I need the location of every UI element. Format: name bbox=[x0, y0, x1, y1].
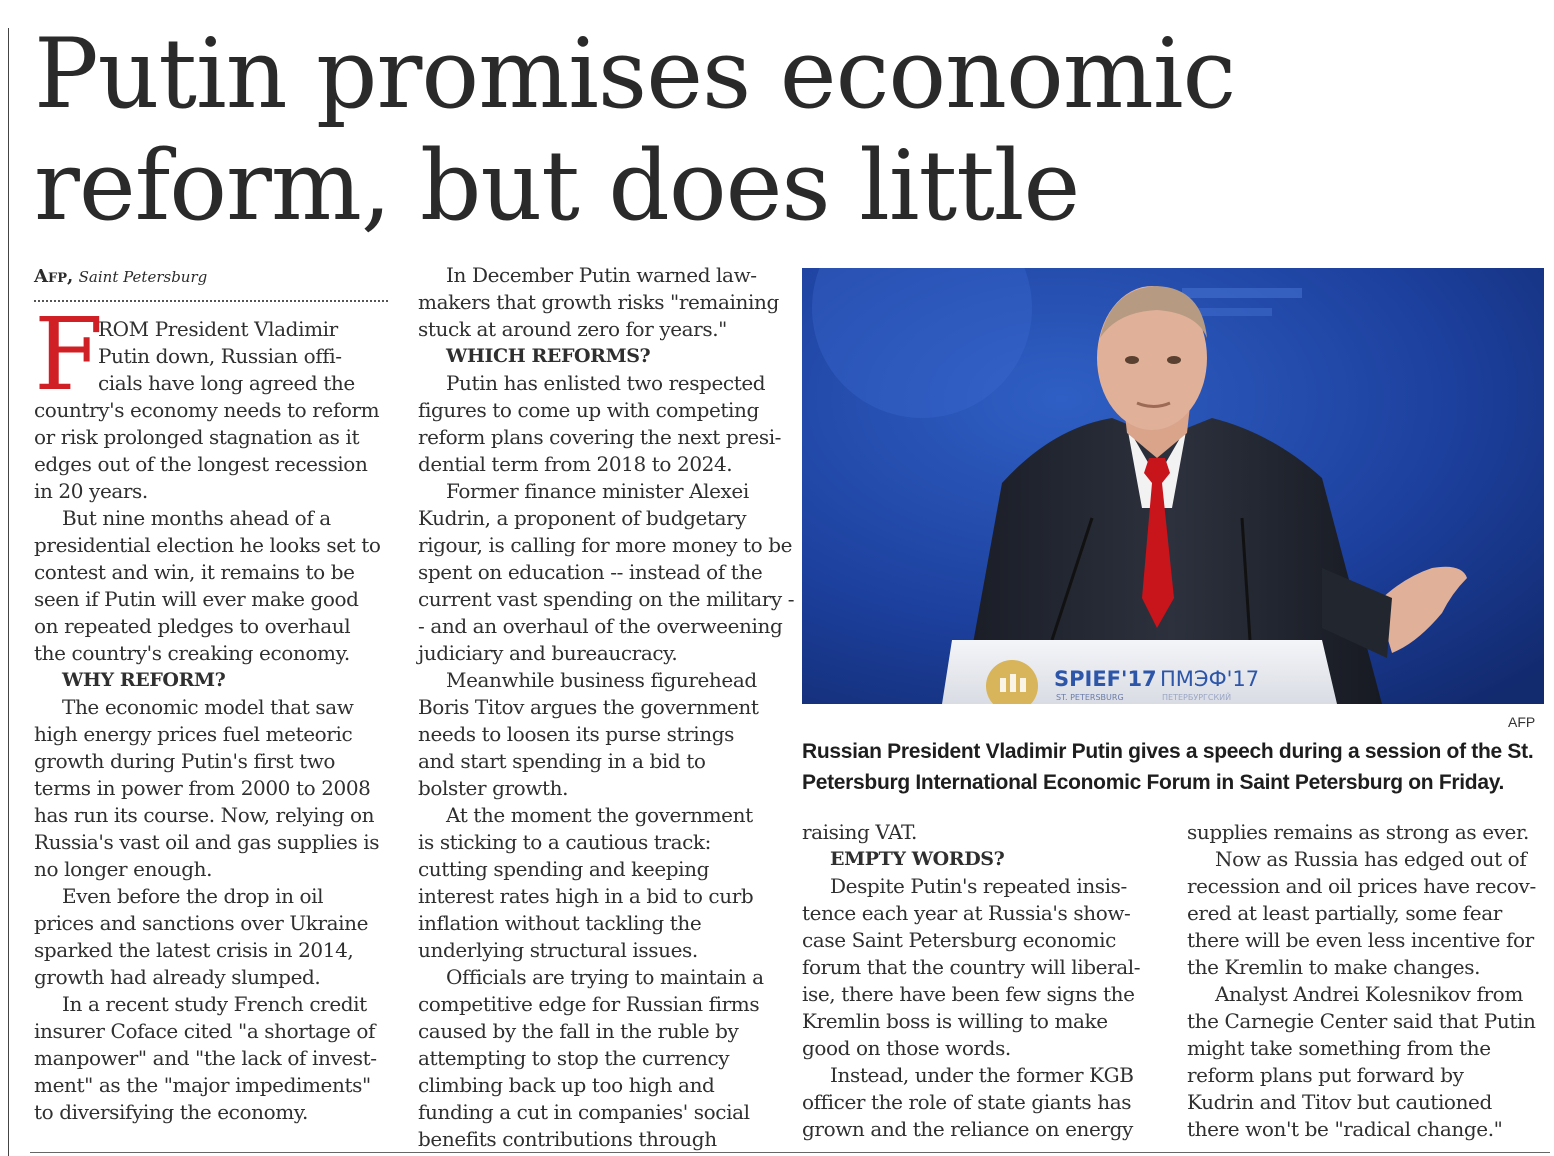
body-line: climbing back up too high and bbox=[418, 1073, 715, 1097]
body-line: supplies remains as strong as ever. bbox=[1187, 820, 1529, 844]
article-column-2 bbox=[418, 262, 795, 1153]
body-line: reform plans covering the next presi- bbox=[418, 425, 782, 449]
body-line: presidential election he looks set to bbox=[34, 533, 381, 557]
body-line: dential term from 2018 to 2024. bbox=[418, 452, 733, 476]
podium-small-cyrillic: ПЕТЕРБУРГСКИЙ bbox=[1162, 693, 1232, 702]
body-line: country's economy needs to reform bbox=[34, 398, 380, 422]
body-line: At the moment the government bbox=[446, 803, 753, 827]
body-line: Boris Titov argues the government bbox=[418, 695, 759, 719]
body-line: In a recent study French credit bbox=[62, 992, 367, 1016]
body-line: insurer Coface cited "a shortage of bbox=[34, 1019, 376, 1043]
body-line: spent on education -- instead of the bbox=[418, 560, 763, 584]
body-line: has run its course. Now, relying on bbox=[34, 803, 375, 827]
body-line: case Saint Petersburg economic bbox=[802, 928, 1116, 952]
headline bbox=[34, 18, 1534, 242]
body-line: or risk prolonged stagnation as it bbox=[34, 425, 360, 449]
subheading-which-reforms: WHICH REFORMS? bbox=[446, 345, 651, 367]
drop-cap: F bbox=[34, 296, 104, 413]
body-line: Former finance minister Alexei bbox=[446, 479, 749, 503]
body-line: cials have long agreed the bbox=[98, 371, 355, 395]
body-line: good on those words. bbox=[802, 1036, 1011, 1060]
body-line: But nine months ahead of a bbox=[62, 506, 331, 530]
body-line: no longer enough. bbox=[34, 857, 213, 881]
body-line: ment" as the "major impediments" bbox=[34, 1073, 371, 1097]
byline bbox=[34, 266, 207, 287]
body-line: interest rates high in a bid to curb bbox=[418, 884, 754, 908]
body-line: Kudrin, a proponent of budgetary bbox=[418, 506, 747, 530]
caption-line: Petersburg International Economic Forum in Saint Petersburg on Friday. bbox=[802, 771, 1505, 794]
headline-line-2: reform, but does little bbox=[34, 130, 1080, 242]
article-column-4 bbox=[1187, 819, 1547, 1143]
body-line: there will be even less incentive for bbox=[1187, 928, 1534, 952]
body-line: ROM President Vladimir bbox=[98, 317, 338, 341]
body-line: underlying structural issues. bbox=[418, 938, 698, 962]
body-line: prices and sanctions over Ukraine bbox=[34, 911, 369, 935]
body-line: forum that the country will liberal- bbox=[802, 955, 1141, 979]
body-line: attempting to stop the currency bbox=[418, 1046, 730, 1070]
body-line: the country's creaking economy. bbox=[34, 641, 350, 665]
body-line: competitive edge for Russian firms bbox=[418, 992, 760, 1016]
subheading-why-reform: WHY REFORM? bbox=[62, 669, 226, 691]
body-line: the Carnegie Center said that Putin bbox=[1187, 1009, 1536, 1033]
body-line: reform plans put forward by bbox=[1187, 1063, 1464, 1087]
photo-caption bbox=[802, 736, 1544, 798]
body-line: terms in power from 2000 to 2008 bbox=[34, 776, 371, 800]
body-line: cutting spending and keeping bbox=[418, 857, 710, 881]
podium-text-spief: SPIEF'17 bbox=[1054, 667, 1157, 691]
body-line: officer the role of state giants has bbox=[802, 1090, 1132, 1114]
body-line: Now as Russia has edged out of bbox=[1215, 847, 1527, 871]
body-line: Analyst Andrei Kolesnikov from bbox=[1215, 982, 1523, 1006]
body-line: growth had already slumped. bbox=[34, 965, 321, 989]
body-line: inflation without tackling the bbox=[418, 911, 702, 935]
body-line: bolster growth. bbox=[418, 776, 569, 800]
body-line: makers that growth risks "remaining bbox=[418, 290, 779, 314]
body-line: Even before the drop in oil bbox=[62, 884, 324, 908]
body-line: rigour, is calling for more money to be bbox=[418, 533, 793, 557]
body-line: Meanwhile business figurehead bbox=[446, 668, 757, 692]
body-line: sparked the latest crisis in 2014, bbox=[34, 938, 354, 962]
podium-text-cyrillic: ПМЭФ'17 bbox=[1160, 667, 1260, 691]
bottom-page-rule bbox=[30, 1152, 1550, 1153]
body-line: to diversifying the economy. bbox=[34, 1100, 309, 1124]
photo-putin-speech bbox=[802, 268, 1544, 704]
body-line: Kremlin boss is willing to make bbox=[802, 1009, 1108, 1033]
body-line: Officials are trying to maintain a bbox=[446, 965, 764, 989]
body-line: grown and the reliance on energy bbox=[802, 1117, 1133, 1141]
body-line: judiciary and bureaucracy. bbox=[418, 641, 678, 665]
subheading-empty-words: EMPTY WORDS? bbox=[830, 848, 1005, 870]
body-line: is sticking to a cautious track: bbox=[418, 830, 711, 854]
body-line: seen if Putin will ever make good bbox=[34, 587, 359, 611]
body-line: ise, there have been few signs the bbox=[802, 982, 1135, 1006]
body-line: figures to come up with competing bbox=[418, 398, 759, 422]
body-line: on repeated pledges to overhaul bbox=[34, 614, 351, 638]
body-line: and start spending in a bid to bbox=[418, 749, 706, 773]
body-line: the Kremlin to make changes. bbox=[1187, 955, 1481, 979]
headline-line-1: Putin promises economic bbox=[34, 18, 1236, 130]
body-line: edges out of the longest recession bbox=[34, 452, 368, 476]
body-line: Putin down, Russian offi- bbox=[98, 344, 342, 368]
article-column-1 bbox=[34, 296, 394, 1126]
body-line: stuck at around zero for years." bbox=[418, 317, 727, 341]
podium-small-latin: ST. PETERSBURG bbox=[1056, 693, 1124, 702]
article-column-3 bbox=[802, 819, 1172, 1143]
body-line: caused by the fall in the ruble by bbox=[418, 1019, 739, 1043]
body-line: In December Putin warned law- bbox=[446, 263, 757, 287]
body-line: Putin has enlisted two respected bbox=[446, 371, 766, 395]
body-line: there won't be "radical change." bbox=[1187, 1117, 1503, 1141]
body-line: tence each year at Russia's show- bbox=[802, 901, 1131, 925]
body-line: raising VAT. bbox=[802, 820, 917, 844]
body-line: current vast spending on the military - bbox=[418, 587, 795, 611]
body-line: might take something from the bbox=[1187, 1036, 1491, 1060]
caption-line: Russian President Vladimir Putin gives a speech during a session of the St. bbox=[802, 740, 1534, 763]
body-line: contest and win, it remains to be bbox=[34, 560, 355, 584]
body-line: Russia's vast oil and gas supplies is bbox=[34, 830, 380, 854]
body-line: funding a cut in companies' social bbox=[418, 1100, 750, 1124]
body-line: needs to loosen its purse strings bbox=[418, 722, 734, 746]
body-line: growth during Putin's first two bbox=[34, 749, 336, 773]
body-line: Kudrin and Titov but cautioned bbox=[1187, 1090, 1492, 1114]
byline-agency: Afp, bbox=[34, 266, 74, 287]
left-page-rule bbox=[8, 28, 9, 1156]
body-line: Despite Putin's repeated insis- bbox=[830, 874, 1127, 898]
body-line: high energy prices fuel meteoric bbox=[34, 722, 353, 746]
body-line: - and an overhaul of the overweening bbox=[418, 614, 783, 638]
body-line: in 20 years. bbox=[34, 479, 148, 503]
body-line: ered at least partially, some fear bbox=[1187, 901, 1502, 925]
body-line: Instead, under the former KGB bbox=[830, 1063, 1134, 1087]
body-line: recession and oil prices have recov- bbox=[1187, 874, 1536, 898]
body-line: The economic model that saw bbox=[62, 695, 354, 719]
byline-place: Saint Petersburg bbox=[78, 268, 208, 286]
photo-credit: AFP bbox=[1508, 714, 1536, 730]
body-line: manpower" and "the lack of invest- bbox=[34, 1046, 377, 1070]
body-line: benefits contributions through bbox=[418, 1127, 717, 1151]
